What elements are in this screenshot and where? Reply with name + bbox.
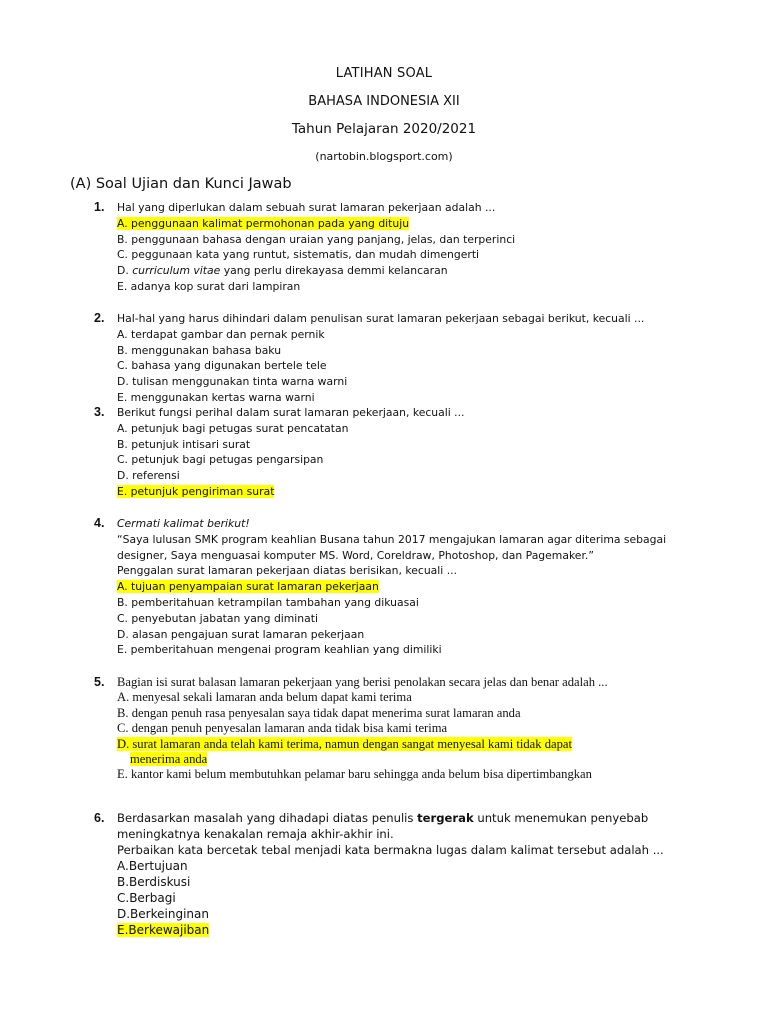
answer-option: E. kantor kami belum membutuhkan pelamar baru sehingga anda belum bisa dipertimbangkan: [117, 767, 592, 782]
italic-term: curriculum vitae: [132, 264, 221, 278]
answer-option: B.Berdiskusi: [117, 875, 191, 889]
question-stem: Penggalan surat lamaran pekerjaan diatas berisikan, kecuali ...: [117, 564, 458, 578]
answer-option: [117, 263, 704, 279]
question-2: [94, 311, 704, 406]
answer-option-correct: E. petunjuk pengiriman surat: [117, 484, 275, 498]
question-stem: Hal-hal yang harus dihindari dalam penulisan surat lamaran pekerjaan sebagai berikut, kecuali ...: [117, 312, 645, 325]
answer-option-correct: D. surat lamaran anda telah kami terima, namun dengan sangat menyesal kami tidak dapat: [117, 736, 572, 751]
answer-option: A. menyesal sekali lamaran anda belum dapat kami terima: [117, 690, 412, 705]
answer-option-correct: A. penggunaan kalimat permohonan pada yang dituju: [117, 216, 410, 230]
answer-option: E. pemberitahuan mengenai program keahlian yang dimiliki: [117, 643, 442, 657]
question-4: [94, 516, 704, 658]
bold-term: tergerak: [417, 811, 474, 825]
answer-option: A.Bertujuan: [117, 859, 188, 873]
answer-option: A. petunjuk bagi petugas surat pencatatan: [117, 421, 349, 435]
question-number: 1.: [94, 200, 105, 214]
stem-text: untuk menemukan penyebab meningkatnya kenakalan remaja akhir-akhir ini.: [117, 811, 649, 841]
option-prefix: D.: [117, 264, 133, 278]
answer-option: C. penyebutan jabatan yang diminati: [117, 611, 319, 625]
question-number: 4.: [94, 516, 105, 530]
answer-option: D. referensi: [117, 469, 180, 483]
question-number: 3.: [94, 405, 105, 419]
answer-option: C. petunjuk bagi petugas pengarsipan: [117, 453, 324, 467]
question-number: 5.: [94, 675, 105, 689]
answer-option: B. menggunakan bahasa baku: [117, 343, 282, 357]
question-instruction: Perbaikan kata bercetak tebal menjadi kata bermakna lugas dalam kalimat tersebut adalah ...: [117, 843, 664, 857]
answer-option: B. penggunaan bahasa dengan uraian yang panjang, jelas, dan terperinci: [117, 232, 516, 246]
question-5: [94, 675, 704, 783]
answer-option: C. dengan penuh penyesalan lamaran anda tidak bisa kami terima: [117, 721, 448, 736]
question-1: [94, 200, 704, 295]
answer-option: D. alasan pengajuan surat lamaran pekerjaan: [117, 627, 365, 641]
answer-option: D.Berkeinginan: [117, 907, 209, 921]
doc-source: (nartobin.blogsport.com): [315, 150, 453, 163]
answer-option: C.Berbagi: [117, 891, 176, 905]
question-6: [94, 810, 704, 938]
question-3: [94, 405, 704, 500]
doc-academic-year: Tahun Pelajaran 2020/2021: [291, 121, 477, 137]
answer-option: B. dengan penuh rasa penyesalan saya tidak dapat menerima surat lamaran anda: [117, 705, 521, 720]
question-number: 6.: [94, 811, 105, 825]
question-stem: Hal yang diperlukan dalam sebuah surat lamaran pekerjaan adalah ...: [117, 201, 496, 214]
answer-option-correct-continuation: menerima anda: [130, 752, 208, 767]
doc-subject: BAHASA INDONESIA XII: [308, 94, 460, 109]
question-stem: Berikut fungsi perihal dalam surat lamaran pekerjaan, kecuali ...: [117, 406, 465, 419]
question-number: 2.: [94, 311, 105, 325]
answer-option: B. pemberitahuan ketrampilan tambahan yang dikuasai: [117, 595, 419, 609]
option-text: yang perlu direkayasa demmi kelancaran: [223, 264, 448, 278]
answer-option: C. bahasa yang digunakan bertele tele: [117, 359, 327, 373]
answer-option: E. adanya kop surat dari lampiran: [117, 279, 301, 293]
quoted-passage: “Saya lulusan SMK program keahlian Busana tahun 2017 mengajukan lamaran agar diterima sebagai designer, Saya menguasai komputer MS. Word, Coreldraw, Photoshop, dan Pagemaker.”: [117, 532, 667, 562]
question-intro: Cermati kalimat berikut!: [117, 517, 250, 530]
answer-option: C. peggunaan kata yang runtut, sistematis, dan mudah dimengerti: [117, 248, 480, 262]
doc-title: LATIHAN SOAL: [335, 66, 433, 81]
answer-option-correct: E.Berkewajiban: [117, 923, 210, 937]
question-stem: [117, 810, 697, 842]
stem-text: Berdasarkan masalah yang dihadapi diatas penulis: [117, 811, 418, 825]
question-stem: Bagian isi surat balasan lamaran pekerjaan yang berisi penolakan secara jelas dan benar adalah ...: [117, 675, 608, 689]
answer-option: D. tulisan menggunakan tinta warna warni: [117, 375, 348, 389]
answer-option: E. menggunakan kertas warna warni: [117, 390, 315, 404]
section-heading: (A) Soal Ujian dan Kunci Jawab: [70, 176, 292, 192]
answer-option: B. petunjuk intisari surat: [117, 437, 251, 451]
answer-option: A. terdapat gambar dan pernak pernik: [117, 327, 325, 341]
answer-option-correct: A. tujuan penyampaian surat lamaran pekerjaan: [117, 580, 379, 594]
